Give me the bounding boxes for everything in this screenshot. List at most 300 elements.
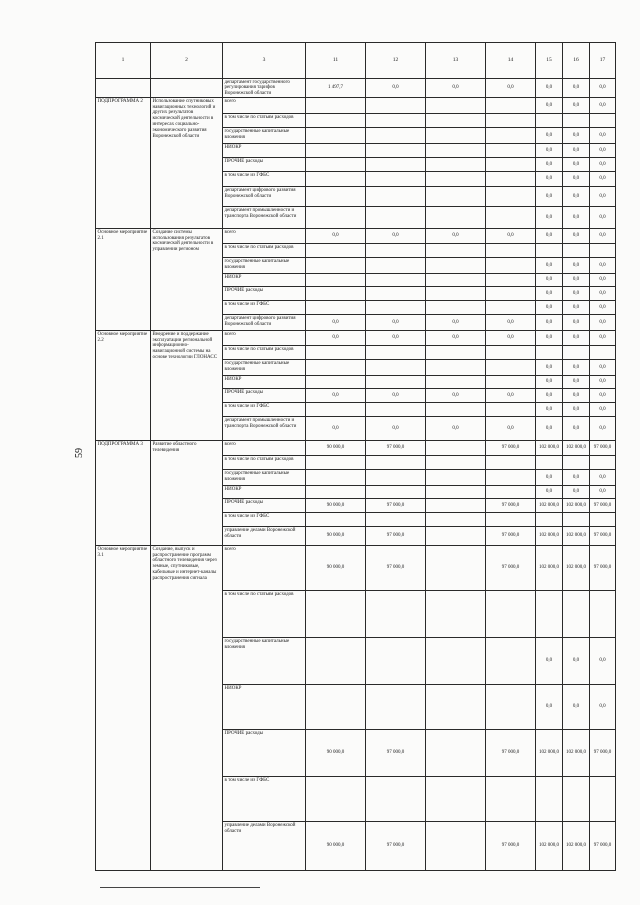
value-cell: [426, 98, 486, 114]
value-cell: [426, 207, 486, 229]
value-cell: 0,0: [563, 187, 590, 207]
value-cell: [306, 376, 366, 389]
value-cell: [306, 777, 366, 822]
value-cell: [486, 98, 536, 114]
value-cell: [306, 114, 366, 128]
value-cell: 102 000,0: [563, 546, 590, 591]
value-cell: [306, 207, 366, 229]
value-cell: [306, 346, 366, 360]
status-cell: Основное мероприятие 2.1: [96, 229, 151, 331]
value-cell: 0,0: [563, 287, 590, 301]
name-cell: [151, 79, 223, 98]
value-cell: [306, 486, 366, 499]
value-cell: 0,0: [306, 315, 366, 331]
value-cell: 0,0: [536, 315, 563, 331]
value-cell: 0,0: [563, 417, 590, 441]
source-cell: в том числе по статьям расходов: [223, 346, 306, 360]
value-cell: [306, 685, 366, 730]
value-cell: 0,0: [590, 403, 616, 417]
value-cell: 0,0: [563, 229, 590, 244]
value-cell: 0,0: [590, 376, 616, 389]
value-cell: 0,0: [536, 287, 563, 301]
source-cell: всего: [223, 229, 306, 244]
column-number-header: 1: [96, 43, 151, 79]
value-cell: [426, 486, 486, 499]
value-cell: 97 000,0: [590, 546, 616, 591]
value-cell: 0,0: [563, 128, 590, 144]
value-cell: [486, 274, 536, 287]
source-cell: государственные капитальные вложения: [223, 638, 306, 685]
value-cell: 0,0: [536, 486, 563, 499]
value-cell: [536, 346, 563, 360]
value-cell: [486, 158, 536, 172]
column-number-header: 14: [486, 43, 536, 79]
value-cell: 0,0: [426, 389, 486, 403]
value-cell: [306, 513, 366, 527]
name-cell: Использование спутниковых навигационных технологий и других результатов космической деятельности в интересах социально-экономического развития Воронежской области: [151, 98, 223, 229]
value-cell: 0,0: [563, 79, 590, 98]
value-cell: 97 000,0: [590, 822, 616, 871]
value-cell: 0,0: [426, 331, 486, 346]
value-cell: 0,0: [536, 389, 563, 403]
value-cell: [590, 114, 616, 128]
value-cell: 0,0: [590, 417, 616, 441]
value-cell: 0,0: [486, 331, 536, 346]
value-cell: [426, 685, 486, 730]
value-cell: [366, 486, 426, 499]
table-row: [96, 441, 616, 456]
value-cell: [536, 456, 563, 470]
value-cell: 0,0: [590, 158, 616, 172]
value-cell: [426, 591, 486, 638]
value-cell: 0,0: [590, 274, 616, 287]
value-cell: 97 000,0: [366, 441, 426, 456]
value-cell: 0,0: [536, 172, 563, 187]
value-cell: 97 000,0: [590, 441, 616, 456]
value-cell: 0,0: [563, 403, 590, 417]
value-cell: [306, 98, 366, 114]
value-cell: [486, 301, 536, 315]
value-cell: [426, 274, 486, 287]
value-cell: [366, 456, 426, 470]
value-cell: 0,0: [590, 229, 616, 244]
value-cell: 0,0: [536, 158, 563, 172]
source-cell: НИОКР: [223, 376, 306, 389]
value-cell: [306, 403, 366, 417]
source-cell: в том числе из ГФБС: [223, 513, 306, 527]
value-cell: 97 000,0: [590, 730, 616, 777]
value-cell: 0,0: [536, 638, 563, 685]
value-cell: [426, 777, 486, 822]
value-cell: 0,0: [563, 486, 590, 499]
value-cell: 0,0: [563, 685, 590, 730]
value-cell: [426, 456, 486, 470]
value-cell: 0,0: [563, 98, 590, 114]
value-cell: 90 000,0: [306, 822, 366, 871]
value-cell: [486, 513, 536, 527]
column-number-header: 17: [590, 43, 616, 79]
value-cell: 0,0: [536, 187, 563, 207]
value-cell: 0,0: [590, 98, 616, 114]
value-cell: 0,0: [590, 389, 616, 403]
value-cell: [486, 287, 536, 301]
value-cell: 0,0: [590, 128, 616, 144]
value-cell: [426, 172, 486, 187]
footnote-separator: [100, 887, 260, 888]
value-cell: [590, 513, 616, 527]
value-cell: 0,0: [536, 376, 563, 389]
table-row: [96, 229, 616, 244]
value-cell: 102 000,0: [536, 730, 563, 777]
value-cell: 0,0: [486, 79, 536, 98]
value-cell: [426, 187, 486, 207]
value-cell: 102 000,0: [563, 730, 590, 777]
value-cell: 0,0: [563, 331, 590, 346]
source-cell: в том числе по статьям расходов: [223, 591, 306, 638]
value-cell: 0,0: [486, 417, 536, 441]
value-cell: 0,0: [536, 301, 563, 315]
budget-table: [95, 42, 616, 871]
source-cell: всего: [223, 441, 306, 456]
value-cell: [366, 591, 426, 638]
value-cell: [366, 346, 426, 360]
value-cell: 0,0: [590, 79, 616, 98]
value-cell: 0,0: [366, 417, 426, 441]
value-cell: 90 000,0: [306, 441, 366, 456]
value-cell: [366, 128, 426, 144]
source-cell: департамент цифрового развития Воронежской области: [223, 187, 306, 207]
value-cell: [306, 258, 366, 274]
source-cell: всего: [223, 546, 306, 591]
source-cell: в том числе по статьям расходов: [223, 244, 306, 258]
value-cell: [536, 591, 563, 638]
value-cell: 0,0: [426, 417, 486, 441]
value-cell: [426, 513, 486, 527]
value-cell: [486, 172, 536, 187]
source-cell: НИОКР: [223, 274, 306, 287]
value-cell: [536, 114, 563, 128]
column-number-header: 11: [306, 43, 366, 79]
value-cell: [536, 244, 563, 258]
value-cell: 0,0: [563, 274, 590, 287]
value-cell: 90 000,0: [306, 527, 366, 546]
source-cell: в том числе по статьям расходов: [223, 456, 306, 470]
value-cell: 0,0: [536, 417, 563, 441]
value-cell: 0,0: [563, 315, 590, 331]
value-cell: [563, 777, 590, 822]
status-cell: Основное мероприятие 2.2: [96, 331, 151, 441]
value-cell: 0,0: [590, 187, 616, 207]
value-cell: [366, 403, 426, 417]
value-cell: [306, 172, 366, 187]
value-cell: [486, 360, 536, 376]
value-cell: [536, 513, 563, 527]
value-cell: [366, 274, 426, 287]
value-cell: [563, 114, 590, 128]
value-cell: 0,0: [563, 144, 590, 158]
value-cell: [590, 456, 616, 470]
value-cell: 102 000,0: [563, 499, 590, 513]
table-row: [96, 331, 616, 346]
source-cell: департамент государственного регулирования тарифов Воронежской области: [223, 79, 306, 98]
source-cell: государственные капитальные вложения: [223, 360, 306, 376]
value-cell: [486, 486, 536, 499]
status-cell: ПОДПРОГРАММА 3: [96, 441, 151, 546]
value-cell: [426, 441, 486, 456]
value-cell: [306, 187, 366, 207]
value-cell: [563, 456, 590, 470]
value-cell: [426, 158, 486, 172]
value-cell: [366, 258, 426, 274]
value-cell: [486, 456, 536, 470]
source-cell: управление делами Воронежской области: [223, 527, 306, 546]
value-cell: [306, 244, 366, 258]
value-cell: [306, 470, 366, 486]
value-cell: [486, 403, 536, 417]
value-cell: [426, 128, 486, 144]
source-cell: НИОКР: [223, 144, 306, 158]
value-cell: 0,0: [536, 403, 563, 417]
table-row: [96, 546, 616, 591]
value-cell: 0,0: [563, 207, 590, 229]
value-cell: 0,0: [426, 79, 486, 98]
value-cell: 0,0: [536, 207, 563, 229]
name-cell: Создание системы использования результатов космической деятельности в управлении регионом: [151, 229, 223, 331]
page-number: 59: [74, 448, 85, 458]
value-cell: [306, 287, 366, 301]
value-cell: 0,0: [306, 229, 366, 244]
value-cell: 0,0: [536, 229, 563, 244]
value-cell: [486, 207, 536, 229]
status-cell: ПОДПРОГРАММА 2: [96, 98, 151, 229]
value-cell: [366, 777, 426, 822]
table-row: [96, 79, 616, 98]
value-cell: 0,0: [590, 301, 616, 315]
value-cell: 90 000,0: [306, 730, 366, 777]
value-cell: 0,0: [590, 287, 616, 301]
value-cell: [366, 376, 426, 389]
value-cell: 102 000,0: [536, 822, 563, 871]
value-cell: 0,0: [486, 315, 536, 331]
column-number-header: 16: [563, 43, 590, 79]
value-cell: 0,0: [306, 417, 366, 441]
value-cell: 0,0: [590, 638, 616, 685]
value-cell: 97 000,0: [486, 499, 536, 513]
column-number-header: 13: [426, 43, 486, 79]
value-cell: 97 000,0: [366, 499, 426, 513]
source-cell: ПРОЧИЕ расходы: [223, 499, 306, 513]
source-cell: НИОКР: [223, 486, 306, 499]
value-cell: 0,0: [536, 128, 563, 144]
value-cell: 97 000,0: [366, 546, 426, 591]
value-cell: 0,0: [563, 389, 590, 403]
source-cell: в том числе из ГФБС: [223, 301, 306, 315]
value-cell: 0,0: [563, 360, 590, 376]
value-cell: 0,0: [590, 207, 616, 229]
value-cell: [306, 301, 366, 315]
value-cell: 0,0: [366, 79, 426, 98]
value-cell: [486, 591, 536, 638]
value-cell: 0,0: [536, 685, 563, 730]
value-cell: [563, 244, 590, 258]
source-cell: государственные капитальные вложения: [223, 128, 306, 144]
value-cell: 0,0: [563, 470, 590, 486]
value-cell: 102 000,0: [536, 527, 563, 546]
value-cell: 0,0: [563, 376, 590, 389]
table-row: [96, 98, 616, 114]
value-cell: [366, 207, 426, 229]
value-cell: [486, 258, 536, 274]
value-cell: [426, 244, 486, 258]
value-cell: [590, 591, 616, 638]
status-cell: [96, 79, 151, 98]
value-cell: 102 000,0: [563, 441, 590, 456]
source-cell: в том числе из ГФБС: [223, 777, 306, 822]
value-cell: [426, 346, 486, 360]
status-cell: Основное мероприятие 3.1: [96, 546, 151, 871]
value-cell: [366, 685, 426, 730]
value-cell: [366, 187, 426, 207]
source-cell: НИОКР: [223, 685, 306, 730]
value-cell: [426, 376, 486, 389]
value-cell: 102 000,0: [536, 499, 563, 513]
value-cell: 0,0: [536, 470, 563, 486]
value-cell: [486, 128, 536, 144]
value-cell: 0,0: [536, 274, 563, 287]
value-cell: 0,0: [590, 685, 616, 730]
value-cell: [590, 244, 616, 258]
source-cell: в том числе по статьям расходов: [223, 114, 306, 128]
source-cell: ПРОЧИЕ расходы: [223, 389, 306, 403]
value-cell: [366, 360, 426, 376]
value-cell: 1 497,7: [306, 79, 366, 98]
value-cell: 0,0: [590, 470, 616, 486]
value-cell: 0,0: [536, 360, 563, 376]
name-cell: Внедрение и поддержание эксплуатации региональной информационно-навигационной системы на основе технологии ГЛОНАСС: [151, 331, 223, 441]
value-cell: 0,0: [366, 315, 426, 331]
value-cell: [426, 638, 486, 685]
value-cell: 0,0: [590, 172, 616, 187]
source-cell: департамент цифрового развития Воронежской области: [223, 315, 306, 331]
value-cell: 102 000,0: [536, 546, 563, 591]
value-cell: [426, 499, 486, 513]
value-cell: 97 000,0: [366, 822, 426, 871]
value-cell: 0,0: [590, 315, 616, 331]
value-cell: [366, 287, 426, 301]
source-cell: ПРОЧИЕ расходы: [223, 287, 306, 301]
column-number-header: 15: [536, 43, 563, 79]
value-cell: [486, 114, 536, 128]
value-cell: [366, 114, 426, 128]
value-cell: [366, 470, 426, 486]
value-cell: [426, 403, 486, 417]
value-cell: [366, 172, 426, 187]
value-cell: [486, 777, 536, 822]
source-cell: ПРОЧИЕ расходы: [223, 158, 306, 172]
value-cell: [366, 301, 426, 315]
value-cell: 0,0: [563, 172, 590, 187]
value-cell: 90 000,0: [306, 546, 366, 591]
name-cell: Создание, выпуск и распространение программ областного телевидения через земные, спутниковые, кабельные и интернет-каналы распространения сигнала: [151, 546, 223, 871]
value-cell: 0,0: [590, 144, 616, 158]
value-cell: 97 000,0: [366, 527, 426, 546]
value-cell: 0,0: [563, 638, 590, 685]
value-cell: 0,0: [366, 331, 426, 346]
value-cell: 97 000,0: [366, 730, 426, 777]
value-cell: [306, 591, 366, 638]
value-cell: [426, 470, 486, 486]
value-cell: 0,0: [536, 98, 563, 114]
value-cell: [306, 456, 366, 470]
value-cell: 0,0: [366, 229, 426, 244]
value-cell: [563, 513, 590, 527]
value-cell: [536, 777, 563, 822]
value-cell: [306, 274, 366, 287]
value-cell: 97 000,0: [486, 441, 536, 456]
value-cell: [486, 144, 536, 158]
value-cell: [590, 777, 616, 822]
value-cell: [426, 301, 486, 315]
value-cell: [486, 685, 536, 730]
value-cell: 0,0: [486, 389, 536, 403]
value-cell: [366, 158, 426, 172]
header-row: [96, 43, 616, 79]
value-cell: [426, 360, 486, 376]
value-cell: [486, 638, 536, 685]
value-cell: [306, 638, 366, 685]
source-cell: государственные капитальные вложения: [223, 470, 306, 486]
value-cell: 0,0: [536, 79, 563, 98]
source-cell: государственные капитальные вложения: [223, 258, 306, 274]
value-cell: [486, 187, 536, 207]
source-cell: всего: [223, 331, 306, 346]
value-cell: [563, 346, 590, 360]
value-cell: 0,0: [590, 486, 616, 499]
value-cell: 0,0: [426, 229, 486, 244]
value-cell: 0,0: [366, 389, 426, 403]
value-cell: 97 000,0: [590, 499, 616, 513]
value-cell: [306, 144, 366, 158]
value-cell: [366, 144, 426, 158]
name-cell: Развитие областного телевидения: [151, 441, 223, 546]
value-cell: 0,0: [486, 229, 536, 244]
source-cell: в том числе из ГФБС: [223, 172, 306, 187]
value-cell: 97 000,0: [486, 730, 536, 777]
value-cell: [426, 144, 486, 158]
value-cell: [306, 128, 366, 144]
value-cell: 97 000,0: [486, 822, 536, 871]
value-cell: 0,0: [563, 301, 590, 315]
value-cell: [563, 591, 590, 638]
source-cell: департамент промышленности и транспорта Воронежской области: [223, 417, 306, 441]
value-cell: 0,0: [306, 331, 366, 346]
source-cell: управление делами Воронежской области: [223, 822, 306, 871]
value-cell: 102 000,0: [563, 822, 590, 871]
value-cell: 102 000,0: [536, 441, 563, 456]
value-cell: 0,0: [563, 158, 590, 172]
value-cell: [426, 822, 486, 871]
source-cell: департамент промышленности и транспорта Воронежской области: [223, 207, 306, 229]
value-cell: 0,0: [426, 315, 486, 331]
value-cell: [366, 244, 426, 258]
source-cell: в том числе из ГФБС: [223, 403, 306, 417]
value-cell: [426, 546, 486, 591]
value-cell: 102 000,0: [563, 527, 590, 546]
value-cell: 0,0: [536, 258, 563, 274]
value-cell: 0,0: [536, 144, 563, 158]
value-cell: 0,0: [563, 258, 590, 274]
value-cell: [486, 346, 536, 360]
